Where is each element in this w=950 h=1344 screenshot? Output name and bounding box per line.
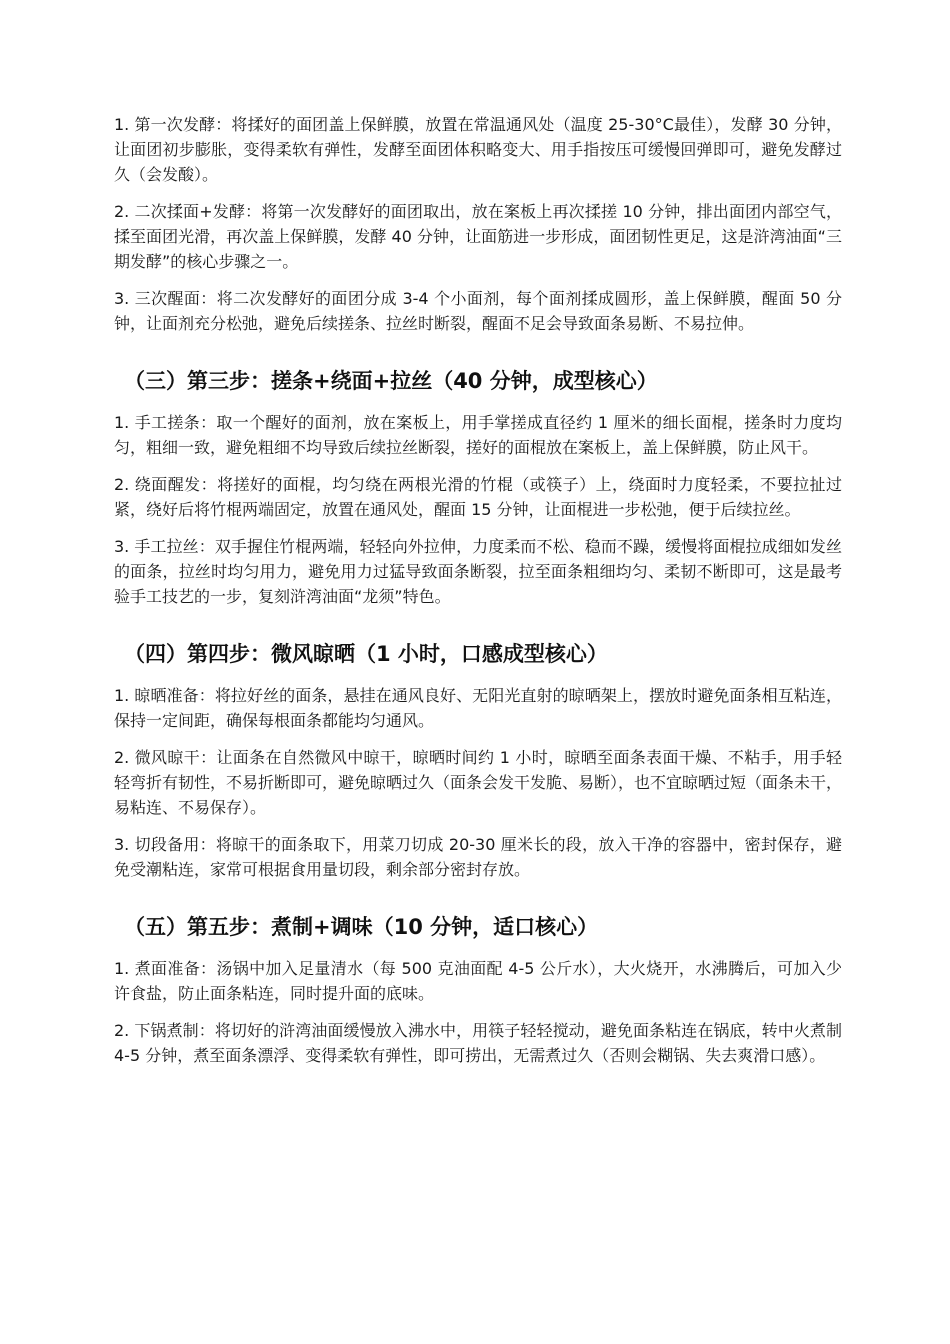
section-fermentation: [114, 112, 842, 336]
section-step-three: [114, 366, 842, 609]
section-step-four: [114, 639, 842, 882]
paragraph: 1. 煮面准备：汤锅中加入足量清水（每 500 克油面配 4-5 公斤水），大火烧开，水沸腾后，可加入少许食盐，防止面条粘连，同时提升面的底味。: [114, 959, 842, 1003]
section-heading: （五）第五步：煮制+调味（10 分钟，适口核心）: [124, 915, 599, 939]
paragraph: 2. 二次揉面+发酵：将第一次发酵好的面团取出，放在案板上再次揉搓 10 分钟，排出面团内部空气，揉至面团光滑，再次盖上保鲜膜，发酵 40 分钟，让面筋进一步形成，面团韧性更足，这是浒湾油面“三期发酵”的核心步骤之一。: [114, 202, 842, 271]
section-heading: （四）第四步：微风晾晒（1 小时，口感成型核心）: [124, 642, 608, 666]
paragraph: 1. 晾晒准备：将拉好丝的面条，悬挂在通风良好、无阳光直射的晾晒架上，摆放时避免面条相互粘连，保持一定间距，确保每根面条都能均匀通风。: [114, 686, 842, 730]
paragraph: 2. 微风晾干：让面条在自然微风中晾干，晾晒时间约 1 小时，晾晒至面条表面干燥、不粘手，用手轻轻弯折有韧性，不易折断即可，避免晾晒过久（面条会发干发脆、易断），也不宜晾晒过短（面条未干，易粘连、不易保存）。: [114, 748, 843, 817]
paragraph: 3. 切段备用：将晾干的面条取下，用菜刀切成 20-30 厘米长的段，放入干净的容器中，密封保存，避免受潮粘连，家常可根据食用量切段，剩余部分密封存放。: [114, 835, 842, 879]
paragraph: 1. 第一次发酵：将揉好的面团盖上保鲜膜，放置在常温通风处（温度 25-30°C最佳），发酵 30 分钟，让面团初步膨胀，变得柔软有弹性，发酵至面团体积略变大、用手指按压可缓慢回弹即可，避免发酵过久（会发酸）。: [114, 115, 842, 184]
paragraph: 3. 三次醒面：将二次发酵好的面团分成 3-4 个小面剂，每个面剂揉成圆形，盖上保鲜膜，醒面 50 分钟，让面剂充分松弛，避免后续搓条、拉丝时断裂，醒面不足会导致面条易断、不易拉伸。: [114, 289, 842, 333]
paragraph: 2. 下锅煮制：将切好的浒湾油面缓慢放入沸水中，用筷子轻轻搅动，避免面条粘连在锅底，转中火煮制 4-5 分钟，煮至面条漂浮、变得柔软有弹性，即可捞出，无需煮过久（否则会糊锅、失去爽滑口感）。: [114, 1021, 842, 1065]
paragraph: 3. 手工拉丝：双手握住竹棍两端，轻轻向外拉伸，力度柔而不松、稳而不躁，缓慢将面棍拉成细如发丝的面条，拉丝时均匀用力，避免用力过猛导致面条断裂，拉至面条粗细均匀、柔韧不断即可，这是最考验手工技艺的一步，复刻浒湾油面“龙须”特色。: [114, 537, 842, 606]
section-heading: （三）第三步：搓条+绕面+拉丝（40 分钟，成型核心）: [124, 369, 658, 393]
paragraph: 2. 绕面醒发：将搓好的面棍，均匀绕在两根光滑的竹棍（或筷子）上，绕面时力度轻柔，不要拉扯过紧，绕好后将竹棍两端固定，放置在通风处，醒面 15 分钟，让面棍进一步松弛，便于后续拉丝。: [114, 475, 842, 519]
paragraph: 1. 手工搓条：取一个醒好的面剂，放在案板上，用手掌搓成直径约 1 厘米的细长面棍，搓条时力度均匀，粗细一致，避免粗细不均导致后续拉丝断裂，搓好的面棍放在案板上，盖上保鲜膜，防止风干。: [114, 413, 842, 457]
document-page: [114, 112, 842, 1080]
section-step-five: [114, 912, 842, 1068]
